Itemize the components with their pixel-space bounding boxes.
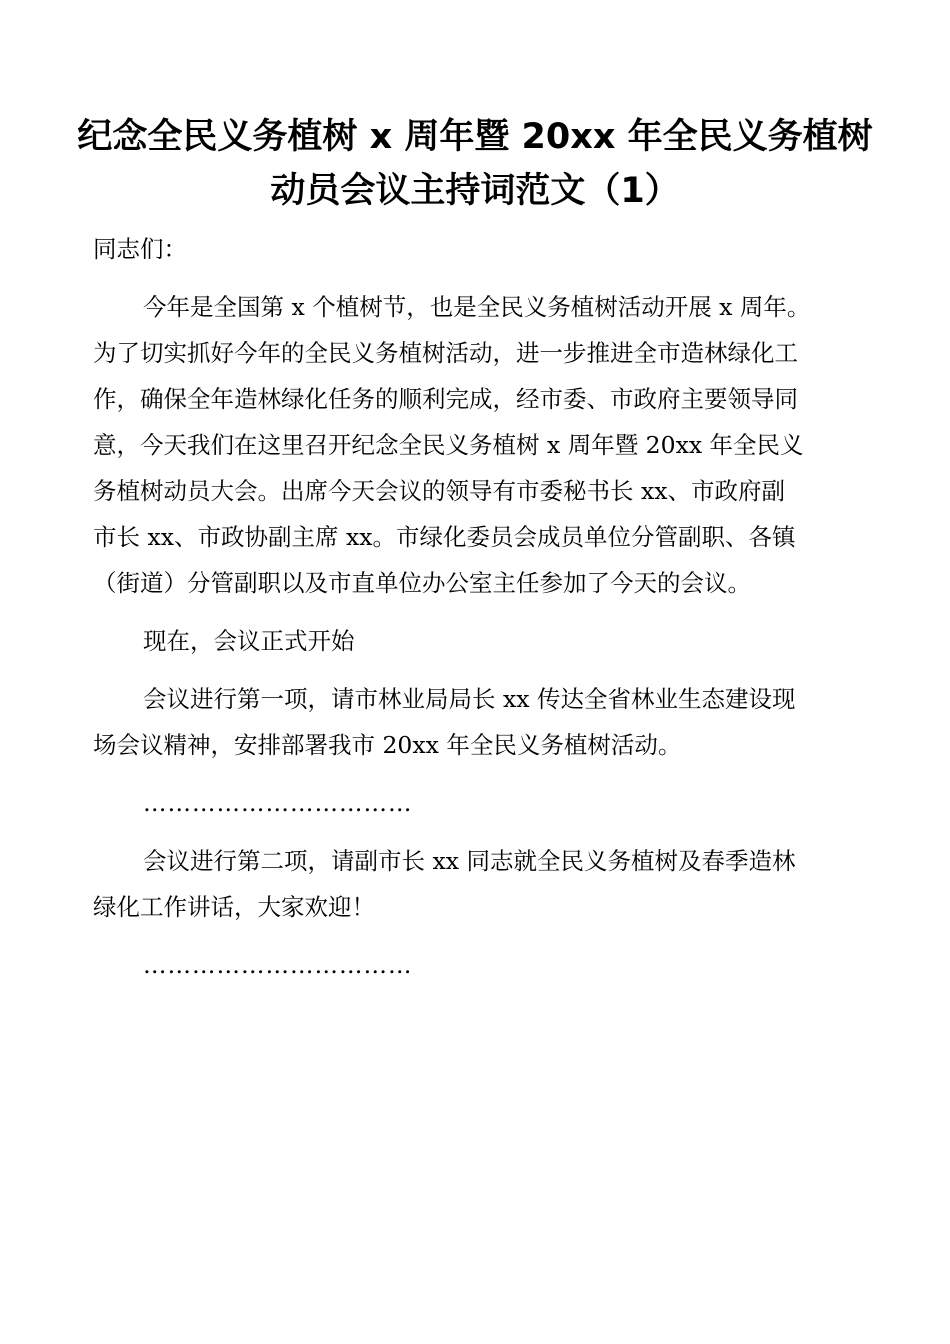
paragraph-line: 今年是全国第 x 个植树节，也是全民义务植树活动开展 x 周年。 <box>143 293 811 321</box>
paragraph-line: 务植树动员大会。出席今天会议的领导有市委秘书长 xx、市政府副 <box>93 477 785 505</box>
paragraph-line: 绿化工作讲话，大家欢迎！ <box>93 893 375 921</box>
salutation: 同志们： <box>93 235 187 263</box>
paragraph-line: 作，确保全年造林绿化任务的顺利完成，经市委、市政府主要领导同 <box>93 385 798 413</box>
paragraph-line: 场会议精神，安排部署我市 20xx 年全民义务植树活动。 <box>93 731 682 759</box>
paragraph-line: 现在，会议正式开始 <box>143 627 355 655</box>
ellipsis: …………………………… <box>143 789 413 817</box>
paragraph-item-two <box>93 838 863 930</box>
document-title <box>60 110 890 218</box>
paragraph-line: 市长 xx、市政协副主席 xx。市绿化委员会成员单位分管副职、各镇 <box>93 523 796 551</box>
paragraph-line: 会议进行第二项，请副市长 xx 同志就全民义务植树及春季造林 <box>143 847 796 875</box>
paragraph-line: 会议进行第一项，请市林业局局长 xx 传达全省林业生态建设现 <box>143 685 796 713</box>
paragraph-item-one <box>93 676 863 768</box>
ellipsis-line-2 <box>93 942 863 988</box>
paragraph-start <box>93 618 863 664</box>
title-line-1: 纪念全民义务植树 x 周年暨 20xx 年全民义务植树 <box>77 117 873 157</box>
paragraph-line: （街道）分管副职以及市直单位办公室主任参加了今天的会议。 <box>93 569 751 597</box>
document-body <box>93 226 863 988</box>
ellipsis-line-1 <box>93 780 863 826</box>
ellipsis: …………………………… <box>143 951 413 979</box>
paragraph-opening <box>93 284 863 606</box>
paragraph-line: 为了切实抓好今年的全民义务植树活动，进一步推进全市造林绿化工 <box>93 339 798 367</box>
paragraph-line: 意，今天我们在这里召开纪念全民义务植树 x 周年暨 20xx 年全民义 <box>93 431 804 459</box>
title-line-2: 动员会议主持词范文（1） <box>270 171 680 211</box>
